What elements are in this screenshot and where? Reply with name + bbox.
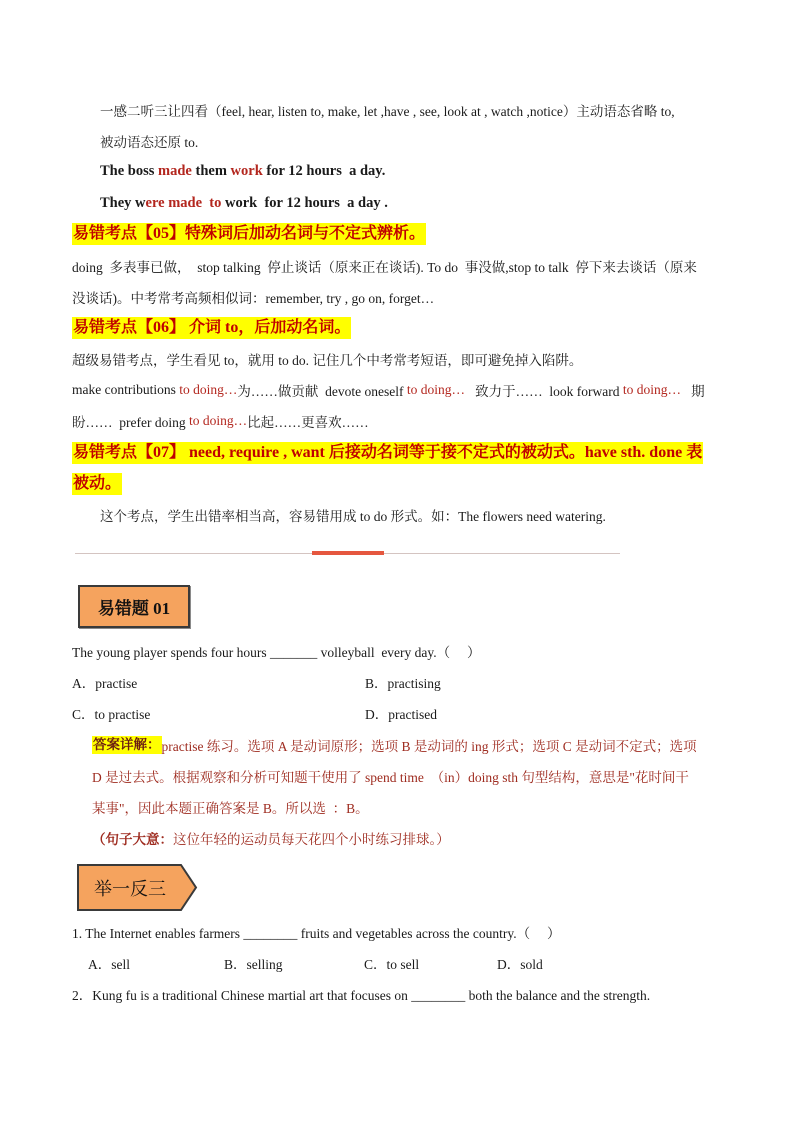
section-divider	[75, 550, 620, 556]
phrase-seg: 为……做贡献 devote oneself	[237, 384, 407, 400]
point-07-heading-text: 易错考点【07】 need, require , want 后接动名词等于接不定式的被动式。have sth. done 表	[72, 442, 703, 464]
point-07-heading-text: 被动。	[72, 473, 122, 495]
answer-line-3: 某事"，因此本题正确答案是 B。所以选 ：B。	[92, 800, 369, 816]
example-active	[72, 156, 732, 187]
translation-label: （句子大意：	[92, 832, 173, 848]
answer-text: practise 练习。选项 A 是动词原形；选项 B 是动词的 ing 形式；选项 C 是动词不定式；选项	[161, 738, 697, 754]
example-active-seg: The boss	[100, 163, 159, 180]
intro-line-2: 被动语态还原 to.	[100, 134, 199, 150]
answer-line-1	[72, 729, 732, 760]
practice-option-d: D．sold	[497, 957, 543, 973]
phrase-to-doing: to doing…	[622, 382, 681, 398]
point-06-phrases-1	[72, 375, 732, 406]
intro-line-1: 一感二听三让四看（feel, hear, listen to, make, let ,have , see, look at , watch ,notice）主动语态省略 to,	[100, 103, 675, 119]
point-05-heading-text: 易错考点【05】特殊词后加动名词与不定式辨析。	[72, 223, 426, 245]
phrase-to-doing: to doing…	[406, 382, 465, 398]
option-a: A．practise	[72, 676, 138, 692]
point-06-phrases-2	[72, 406, 732, 437]
example-active-verb: made	[158, 163, 192, 180]
practice-question-1: 1. The Internet enables farmers ________ fruits and vegetables across the country.（ ）	[72, 925, 561, 941]
practice-options-row	[72, 948, 732, 979]
point-05-line-1: doing 多表事已做， stop talking 停止谈话（原来正在谈话). To do 事没做,stop to talk 停下来去谈话（原来	[72, 259, 697, 275]
example-passive-highlight: ere made to	[145, 194, 222, 211]
practice-badge-label: 举一反三	[94, 878, 166, 899]
phrase-seg: 致力于…… look forward	[464, 384, 623, 400]
option-d: D．practised	[365, 707, 437, 723]
practice-option-c: C．to sell	[364, 957, 420, 973]
point-06-heading-text: 易错考点【06】 介词 to，后加动名词。	[72, 317, 351, 339]
point-06-line-1: 超级易错考点，学生看见 to，就用 to do. 记住几个中考常考短语，即可避免掉入陷阱。	[72, 353, 583, 369]
phrase-to-doing: to doing…	[179, 382, 238, 398]
point-05-heading	[72, 219, 732, 250]
phrase-seg: make contributions	[72, 382, 180, 398]
divider-accent	[312, 551, 384, 555]
phrase-seg: 比起……更喜欢……	[247, 415, 369, 431]
point-06-heading	[72, 312, 732, 343]
options-row-2	[72, 698, 732, 729]
example-active-verb: work	[230, 163, 263, 180]
example-passive	[72, 188, 732, 219]
point-05-line-2: 没谈话)。中考常考高频相似词：remember, try , go on, forget…	[72, 290, 435, 306]
practice-question-2: 2．Kung fu is a traditional Chinese martial art that focuses on ________ both the balance and the strength.	[72, 988, 651, 1004]
translation-text: 这位年轻的运动员每天花四个小时练习排球。）	[173, 832, 450, 848]
mistake-question-badge	[78, 585, 190, 628]
mistake-question-badge-label: 易错题 01	[97, 599, 171, 618]
translation-line	[72, 823, 732, 854]
example-passive-seg: They w	[100, 194, 146, 211]
answer-line-2: D 是过去式。根据观察和分析可知题干使用了 spend time （in）doing sth 句型结构，意思是"花时间干	[92, 769, 689, 785]
example-active-seg: for 12 hours a day.	[262, 163, 386, 180]
mistake-question	[72, 635, 732, 853]
option-c: C．to practise	[72, 707, 151, 723]
practice-option-b: B．selling	[224, 957, 283, 973]
practice-badge	[77, 864, 198, 911]
phrase-seg: 期	[680, 384, 705, 400]
answer-label: 答案详解：	[93, 736, 161, 752]
example-passive-seg: work for 12 hours a day .	[221, 194, 388, 211]
point-07-heading-2	[72, 468, 732, 499]
example-active-seg: them	[191, 163, 231, 180]
option-b: B．practising	[365, 676, 441, 692]
options-row-1	[72, 667, 732, 698]
phrase-to-doing: to doing…	[188, 413, 248, 429]
grammar-notes	[72, 94, 732, 531]
point-07-heading-1	[72, 437, 732, 468]
practice-questions	[72, 916, 732, 1010]
question-text: The young player spends four hours _______ volleyball every day.（ ）	[72, 644, 481, 660]
practice-option-a: A．sell	[88, 957, 130, 973]
point-07-note: 这个考点，学生出错率相当高，容易错用成 to do 形式。如：The flowers need watering.	[100, 509, 606, 525]
phrase-seg: 盼…… prefer doing	[72, 415, 189, 431]
